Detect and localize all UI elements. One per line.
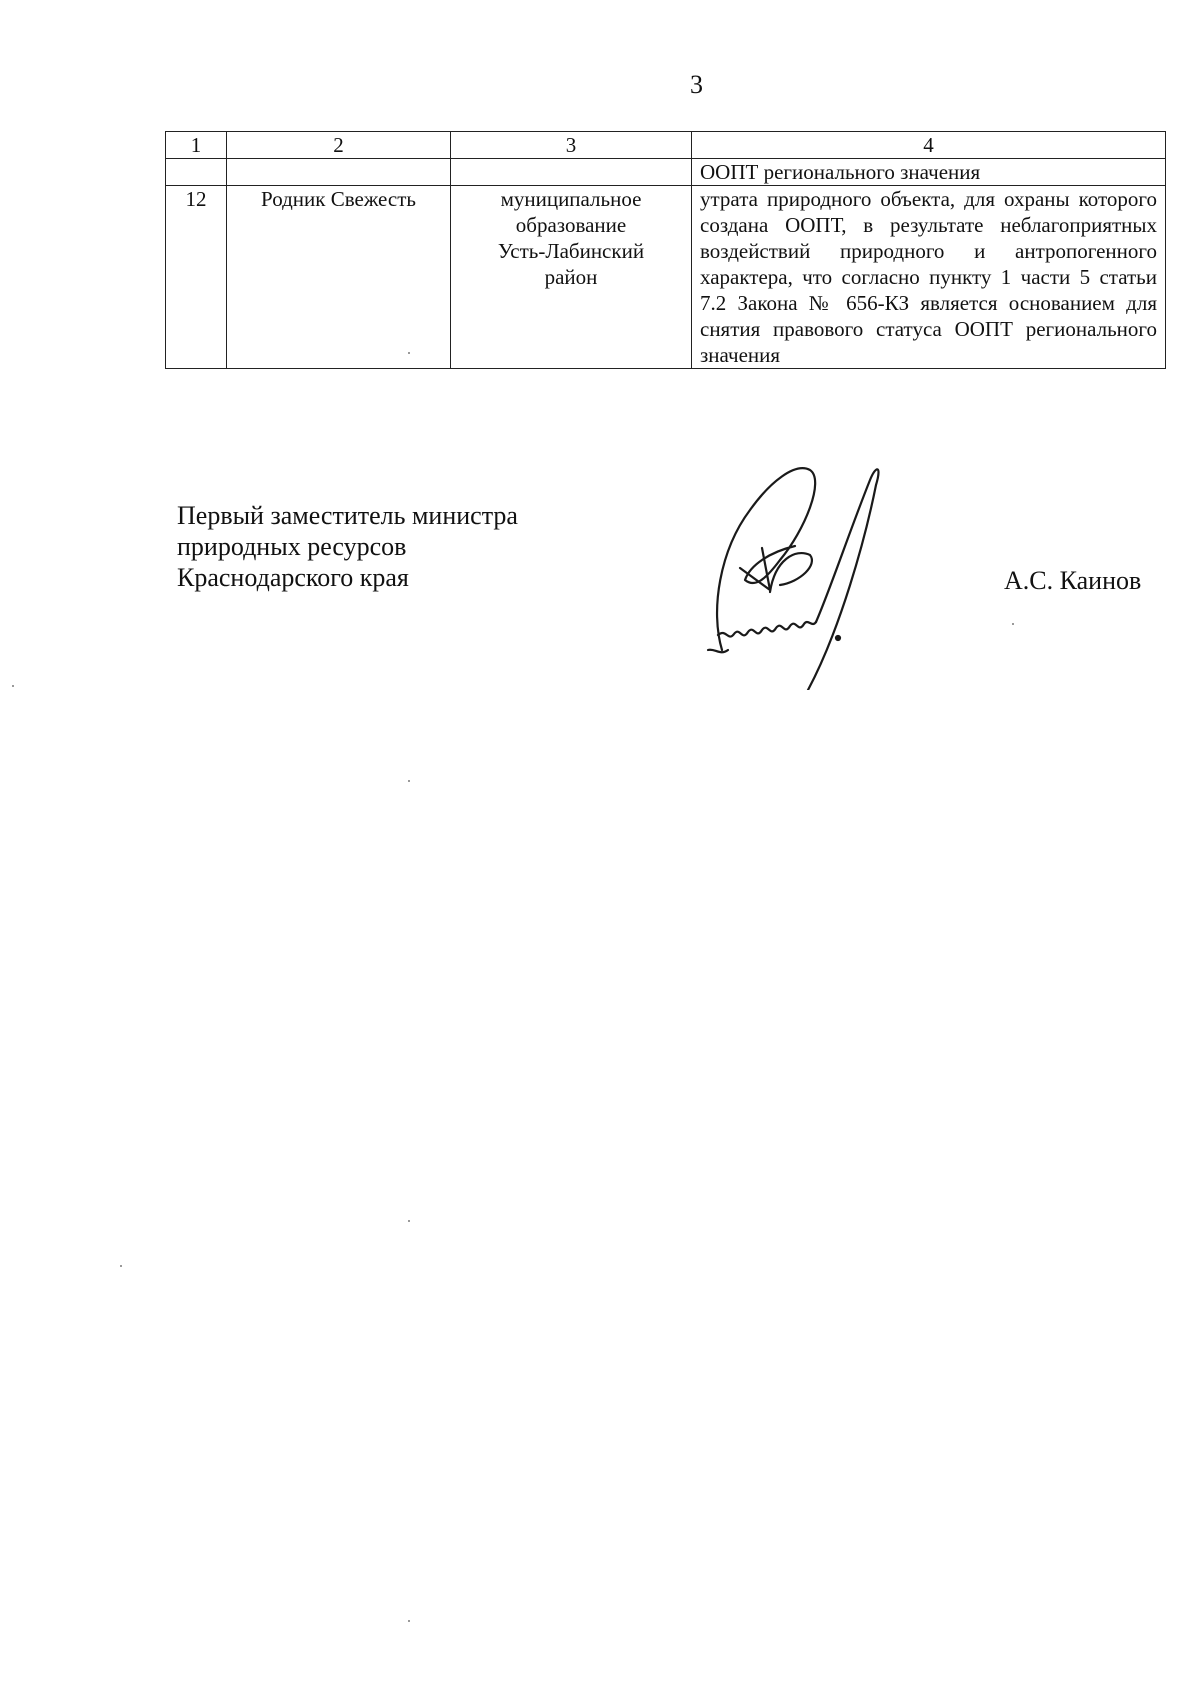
header-cell-1: 1 — [166, 132, 227, 159]
header-cell-4: 4 — [692, 132, 1166, 159]
continuation-cell-1 — [166, 159, 227, 186]
object-location: муниципальное образование Усть-Лабинский район — [451, 186, 692, 369]
page-number: 3 — [690, 70, 703, 99]
position-line-1: Первый заместитель министра — [177, 501, 518, 530]
continuation-cell-2 — [227, 159, 451, 186]
document-table — [165, 131, 1166, 369]
position-line-2: природных ресурсов — [177, 532, 407, 561]
table-header-row — [166, 132, 1166, 159]
row-number: 12 — [166, 186, 227, 369]
table-continuation-row — [166, 159, 1166, 186]
table-row — [166, 186, 1166, 369]
scan-speck — [408, 352, 410, 354]
handwritten-signature — [700, 460, 940, 690]
scan-speck — [12, 685, 14, 687]
signatory-name: А.С. Каинов — [1004, 566, 1142, 595]
scan-speck — [408, 780, 410, 782]
scan-speck — [1012, 623, 1014, 625]
position-line-3: Краснодарского края — [177, 563, 409, 592]
signatory-position — [177, 500, 518, 593]
continuation-cell-3 — [451, 159, 692, 186]
scan-speck — [120, 1265, 122, 1267]
header-cell-3: 3 — [451, 132, 692, 159]
scan-speck — [408, 1620, 410, 1622]
header-cell-2: 2 — [227, 132, 451, 159]
object-name: Родник Свежесть — [227, 186, 451, 369]
scan-speck — [408, 1220, 410, 1222]
exclusion-reason: утрата природного объекта, для охраны которого создана ООПТ, в результате неблагоприятных воздействий природного и антропогенного характера, что согласно пункту 1 части 5 статьи 7.2 Закона № 656-КЗ является основанием для снятия правового статуса ООПТ регионального значения — [692, 186, 1166, 369]
continuation-cell-4: ООПТ регионального значения — [692, 159, 1166, 186]
